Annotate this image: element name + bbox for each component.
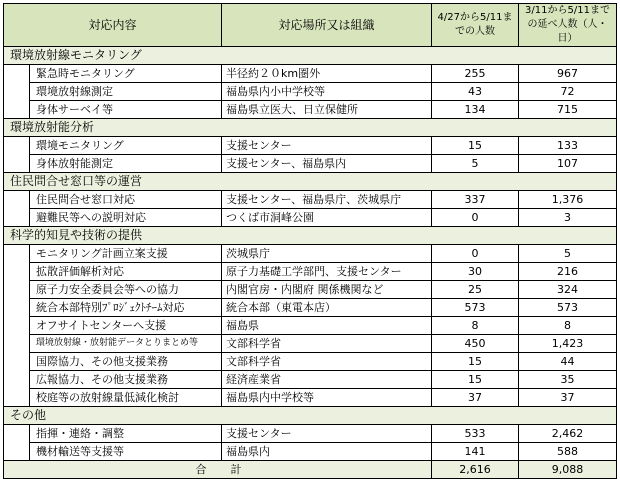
row-count-period-2: 573 bbox=[519, 299, 617, 317]
row-indent bbox=[4, 137, 30, 155]
row-item: 国際協力、その他支援業務 bbox=[30, 353, 222, 371]
row-count-period-1: 337 bbox=[432, 191, 519, 209]
table-row bbox=[4, 425, 617, 443]
row-count-period-1: 533 bbox=[432, 425, 519, 443]
row-place: 福島県内小中学校等 bbox=[222, 83, 432, 101]
row-item: 広報協力、その他支援業務 bbox=[30, 371, 222, 389]
row-indent bbox=[4, 209, 30, 227]
total-row bbox=[4, 461, 617, 479]
row-place: 支援センター、福島県内 bbox=[222, 155, 432, 173]
row-count-period-1: 43 bbox=[432, 83, 519, 101]
total-count-period-1: 2,616 bbox=[432, 461, 519, 479]
table-row bbox=[4, 155, 617, 173]
category-row bbox=[4, 407, 617, 425]
category-title: その他 bbox=[4, 407, 617, 425]
row-indent bbox=[4, 191, 30, 209]
category-row bbox=[4, 119, 617, 137]
row-indent bbox=[4, 425, 30, 443]
table-row bbox=[4, 281, 617, 299]
row-item: 環境放射線測定 bbox=[30, 83, 222, 101]
row-count-period-2: 5 bbox=[519, 245, 617, 263]
row-count-period-2: 3 bbox=[519, 209, 617, 227]
row-indent bbox=[4, 65, 30, 83]
header-period-2: 3/11から5/11までの延べ人数（人・日） bbox=[519, 4, 617, 47]
table-row bbox=[4, 299, 617, 317]
row-count-period-1: 30 bbox=[432, 263, 519, 281]
row-item: 原子力安全委員会等への協力 bbox=[30, 281, 222, 299]
row-item: 統合本部特別ﾌﾟﾛｼﾞｪｸﾄﾁｰﾑ対応 bbox=[30, 299, 222, 317]
row-count-period-2: 588 bbox=[519, 443, 617, 461]
row-place: 内閣官房・内閣府 関係機関など bbox=[222, 281, 432, 299]
row-count-period-2: 8 bbox=[519, 317, 617, 335]
table-row bbox=[4, 137, 617, 155]
header-content: 対応内容 bbox=[4, 4, 222, 47]
row-item: モニタリング計画立案支援 bbox=[30, 245, 222, 263]
row-count-period-2: 1,376 bbox=[519, 191, 617, 209]
category-row bbox=[4, 173, 617, 191]
row-count-period-1: 15 bbox=[432, 371, 519, 389]
row-item: 身体放射能測定 bbox=[30, 155, 222, 173]
table-body bbox=[4, 4, 617, 479]
row-count-period-1: 5 bbox=[432, 155, 519, 173]
row-item: 機材輸送等支援等 bbox=[30, 443, 222, 461]
row-item: 住民問合せ窓口対応 bbox=[30, 191, 222, 209]
row-indent bbox=[4, 281, 30, 299]
row-indent bbox=[4, 245, 30, 263]
table-row bbox=[4, 263, 617, 281]
category-title: 住民問合せ窓口等の運営 bbox=[4, 173, 617, 191]
staff-dispatch-table bbox=[3, 3, 617, 479]
table-row bbox=[4, 335, 617, 353]
table-row bbox=[4, 353, 617, 371]
row-count-period-2: 967 bbox=[519, 65, 617, 83]
row-place: 支援センター bbox=[222, 137, 432, 155]
row-place: 支援センター、福島県庁、茨城県庁 bbox=[222, 191, 432, 209]
row-place: 文部科学省 bbox=[222, 353, 432, 371]
row-count-period-1: 15 bbox=[432, 353, 519, 371]
table-row bbox=[4, 389, 617, 407]
table-row bbox=[4, 317, 617, 335]
row-count-period-1: 37 bbox=[432, 389, 519, 407]
row-count-period-2: 107 bbox=[519, 155, 617, 173]
table-row bbox=[4, 191, 617, 209]
row-count-period-2: 37 bbox=[519, 389, 617, 407]
row-indent bbox=[4, 317, 30, 335]
row-count-period-1: 573 bbox=[432, 299, 519, 317]
table-row bbox=[4, 101, 617, 119]
row-item: 拡散評価解析対応 bbox=[30, 263, 222, 281]
row-count-period-2: 44 bbox=[519, 353, 617, 371]
row-indent bbox=[4, 101, 30, 119]
row-count-period-2: 715 bbox=[519, 101, 617, 119]
row-count-period-1: 450 bbox=[432, 335, 519, 353]
table-row bbox=[4, 443, 617, 461]
row-item: 指揮・連絡・調整 bbox=[30, 425, 222, 443]
category-row bbox=[4, 47, 617, 65]
row-count-period-1: 0 bbox=[432, 209, 519, 227]
category-title: 環境放射線モニタリング bbox=[4, 47, 617, 65]
row-count-period-1: 25 bbox=[432, 281, 519, 299]
row-place: 福島県内 bbox=[222, 443, 432, 461]
category-title: 環境放射能分析 bbox=[4, 119, 617, 137]
row-item: 避難民等への説明対応 bbox=[30, 209, 222, 227]
row-count-period-2: 216 bbox=[519, 263, 617, 281]
row-indent bbox=[4, 353, 30, 371]
row-place: 福島県立医大、日立保健所 bbox=[222, 101, 432, 119]
row-count-period-2: 324 bbox=[519, 281, 617, 299]
table-row bbox=[4, 65, 617, 83]
row-place: 経済産業省 bbox=[222, 371, 432, 389]
category-row bbox=[4, 227, 617, 245]
row-item: 環境放射線・放射能データとりまとめ等 bbox=[30, 335, 222, 353]
row-count-period-2: 133 bbox=[519, 137, 617, 155]
category-title: 科学的知見や技術の提供 bbox=[4, 227, 617, 245]
row-indent bbox=[4, 335, 30, 353]
row-place: 茨城県庁 bbox=[222, 245, 432, 263]
row-indent bbox=[4, 83, 30, 101]
row-indent bbox=[4, 443, 30, 461]
row-place: 文部科学省 bbox=[222, 335, 432, 353]
row-count-period-2: 72 bbox=[519, 83, 617, 101]
row-item: 身体サーベイ等 bbox=[30, 101, 222, 119]
header-period-1: 4/27から5/11までの人数 bbox=[432, 4, 519, 47]
total-label: 合計 bbox=[4, 461, 432, 479]
row-count-period-1: 255 bbox=[432, 65, 519, 83]
row-count-period-1: 141 bbox=[432, 443, 519, 461]
row-count-period-1: 134 bbox=[432, 101, 519, 119]
row-indent bbox=[4, 389, 30, 407]
row-count-period-2: 35 bbox=[519, 371, 617, 389]
row-indent bbox=[4, 371, 30, 389]
row-count-period-2: 1,423 bbox=[519, 335, 617, 353]
row-item: オフサイトセンターへ支援 bbox=[30, 317, 222, 335]
row-count-period-2: 2,462 bbox=[519, 425, 617, 443]
row-place: つくば市洞峰公園 bbox=[222, 209, 432, 227]
row-indent bbox=[4, 155, 30, 173]
table-row bbox=[4, 245, 617, 263]
table-row bbox=[4, 83, 617, 101]
row-item: 環境モニタリング bbox=[30, 137, 222, 155]
row-indent bbox=[4, 263, 30, 281]
row-item: 緊急時モニタリング bbox=[30, 65, 222, 83]
header-place: 対応場所又は組織 bbox=[222, 4, 432, 47]
row-count-period-1: 15 bbox=[432, 137, 519, 155]
header-row bbox=[4, 4, 617, 47]
row-item: 校庭等の放射線量低減化検討 bbox=[30, 389, 222, 407]
row-place: 福島県内中学校等 bbox=[222, 389, 432, 407]
row-place: 支援センター bbox=[222, 425, 432, 443]
table-row bbox=[4, 209, 617, 227]
row-place: 原子力基礎工学部門、支援センター bbox=[222, 263, 432, 281]
row-indent bbox=[4, 299, 30, 317]
row-count-period-1: 0 bbox=[432, 245, 519, 263]
total-count-period-2: 9,088 bbox=[519, 461, 617, 479]
row-place: 福島県 bbox=[222, 317, 432, 335]
table-row bbox=[4, 371, 617, 389]
row-place: 半径約２０km圏外 bbox=[222, 65, 432, 83]
row-place: 統合本部（東電本店） bbox=[222, 299, 432, 317]
row-count-period-1: 8 bbox=[432, 317, 519, 335]
